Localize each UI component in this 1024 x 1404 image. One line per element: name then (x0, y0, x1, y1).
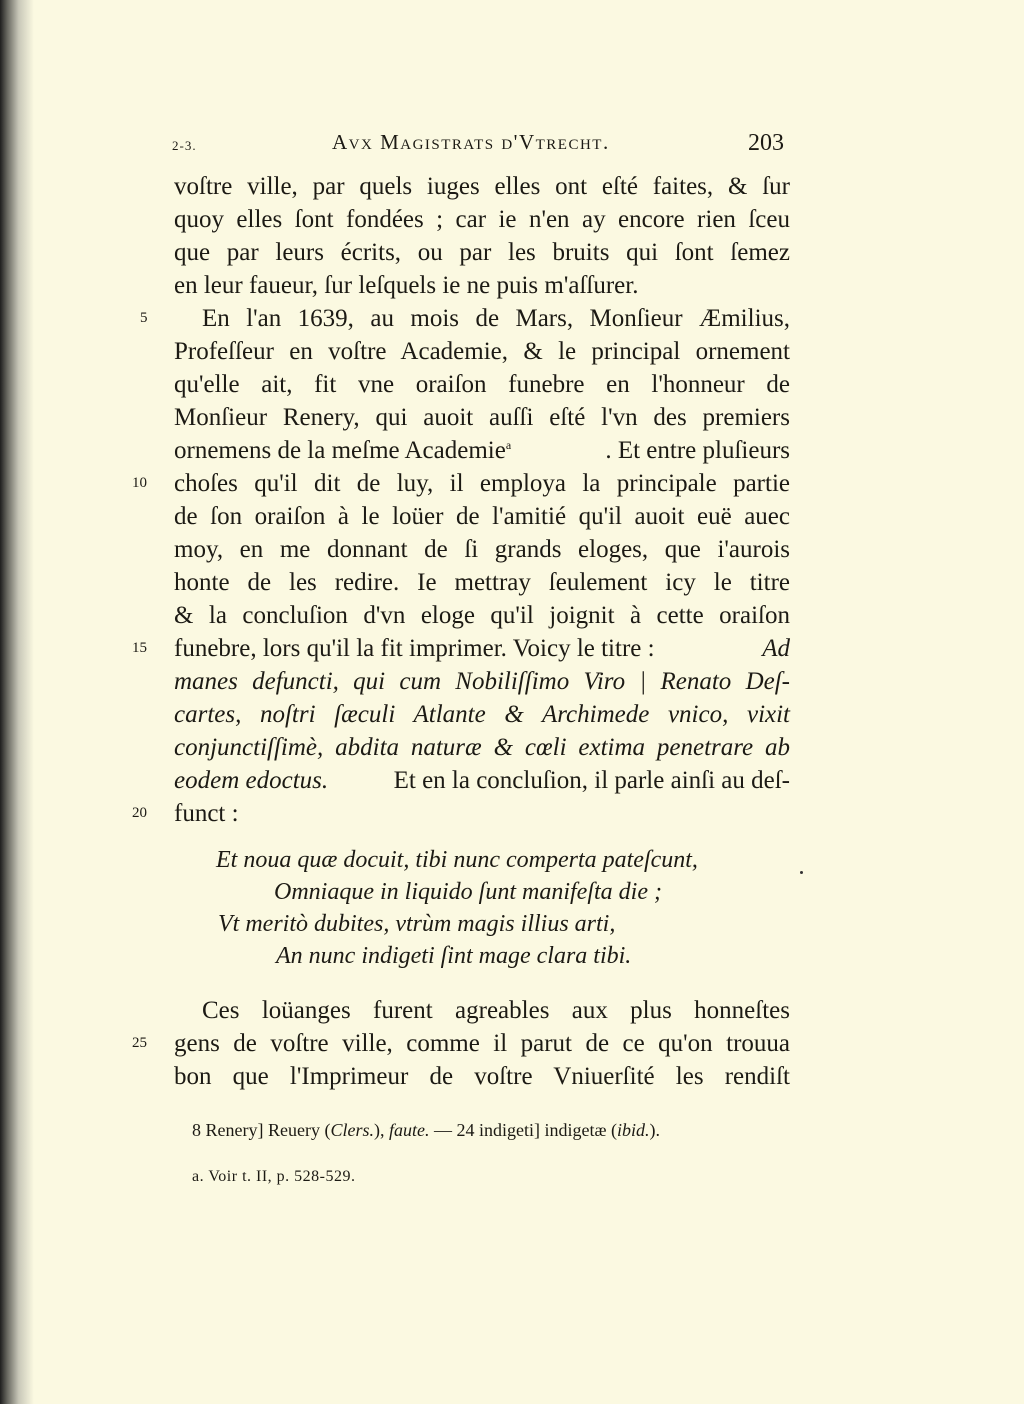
footnote-marker: a (505, 438, 512, 452)
text-line: qu'elle ait, fit vne oraiſon funebre en l'honneur de (174, 371, 790, 398)
margin-line-number: 10 (132, 475, 147, 491)
text-line: en leur faueur, ſur leſquels ie ne puis m'aſſurer. (174, 272, 639, 299)
text-line: funct : (174, 800, 239, 827)
text-line (174, 434, 790, 467)
note-italic: faute. (388, 1120, 430, 1140)
text-line: Profeſſeur en voſtre Academie, & le principal ornement (174, 338, 790, 365)
text-line: choſes qu'il dit de luy, il employa la principale partie (174, 470, 790, 497)
text-segment: . Et entre pluſieurs (605, 437, 790, 464)
verse-line: Et noua quæ docuit, tibi nunc comperta pateſcunt, (216, 847, 698, 873)
text-line: voſtre ville, par quels iuges elles ont eſté faites, & ſur (174, 173, 790, 200)
text-line: bon que l'Imprimeur de voſtre Vniuerſité les rendiſt (174, 1063, 790, 1090)
verse-line: Omniaque in liquido ſunt manifeſta die ; (274, 879, 662, 905)
text-line: quoy elles ſont fondées ; car ie n'en ay encore rien ſceu (174, 206, 790, 233)
text-segment: funebre, lors qu'il la fit imprimer. Voicy le titre : (174, 635, 655, 662)
italic-segment: eodem edoctus. (174, 767, 329, 794)
text-line: de ſon oraiſon à le loüer de l'amitié qu'il auoit euë auec (174, 503, 790, 530)
variant-readings-note (192, 1120, 660, 1141)
italic-text-line: manes defuncti, qui cum Nobiliſſimo Viro | Renato Deſ- (174, 668, 790, 695)
note-italic: ibid. (616, 1120, 650, 1140)
text-segment: Et en la concluſion, il parle ainſi au deſ- (387, 767, 790, 794)
note-italic: Clers. (330, 1120, 374, 1140)
note-text: ), (373, 1120, 389, 1140)
text-line: moy, en me donnant de ſi grands eloges, que i'aurois (174, 536, 790, 563)
text-fragment: ornemens de la meſme Academie (174, 437, 506, 464)
text-line (174, 764, 790, 797)
margin-line-number: 20 (132, 805, 147, 821)
ink-speck (800, 871, 803, 874)
page-number: 203 (748, 130, 784, 156)
verse-line: Vt meritò dubites, vtrùm magis illius arti, (218, 911, 616, 937)
margin-line-number: 5 (140, 310, 148, 326)
text-line (174, 632, 790, 665)
footnote: a. Voir t. II, p. 528-529. (192, 1168, 356, 1185)
text-line: honte de les redire. Ie mettray ſeulement icy le titre (174, 569, 790, 596)
margin-line-number: 25 (132, 1035, 147, 1051)
book-spine-shadow (0, 0, 34, 1404)
text-line: que par leurs écrits, ou par les bruits qui ſont ſemez (174, 239, 790, 266)
text-line: gens de voſtre ville, comme il parut de ce qu'on trouua (174, 1030, 790, 1057)
text-segment (174, 434, 511, 467)
italic-segment: Ad (762, 635, 790, 662)
header-page-range: 2-3. (172, 138, 197, 153)
header-title: Avx Magistrats d'Vtrecht. (332, 130, 610, 154)
text-line: En l'an 1639, au mois de Mars, Monſieur Æmilius, (202, 305, 790, 332)
note-text: ). (649, 1120, 660, 1140)
verse-line: An nunc indigeti ſint mage clara tibi. (276, 943, 632, 969)
running-header (0, 130, 1024, 160)
note-text: — 24 indigeti] indigetæ ( (429, 1120, 617, 1140)
text-line: Ces loüanges furent agreables aux plus honneſtes (202, 997, 790, 1024)
italic-text-line: conjunctiſſimè, abdita naturæ & cœli extima penetrare ab (174, 734, 790, 761)
text-line: Monſieur Renery, qui auoit auſſi eſté l'vn des premiers (174, 404, 790, 431)
italic-text-line: cartes, noſtri ſæculi Atlante & Archimede vnico, vixit (174, 701, 790, 728)
margin-line-number: 15 (132, 640, 147, 656)
text-line: & la concluſion d'vn eloge qu'il joignit à cette oraiſon (174, 602, 790, 629)
note-text: 8 Renery] Reuery ( (192, 1120, 331, 1140)
